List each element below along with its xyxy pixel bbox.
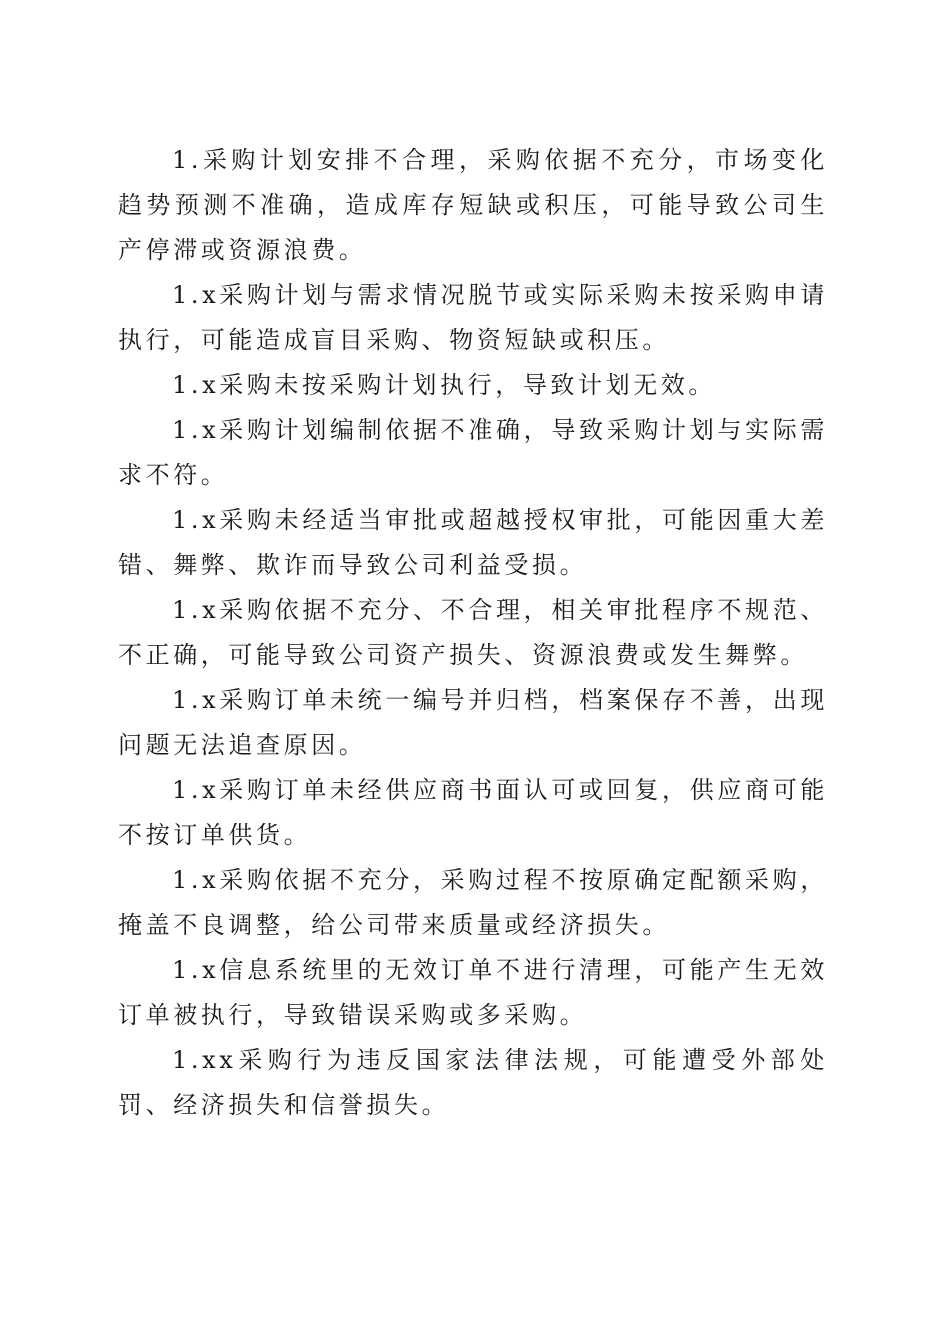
paragraph-10: 1.x信息系统里的无效订单不进行清理，可能产生无效订单被执行，导致错误采购或多采购。 xyxy=(118,956,828,1029)
paragraph-3: 1.x采购未按采购计划执行，导致计划无效。 xyxy=(172,371,717,399)
paragraph-6: 1.x采购依据不充分、不合理，相关审批程序不规范、不正确，可能导致公司资产损失、资源浪费或发生舞弊。 xyxy=(118,596,828,669)
paragraph-7: 1.x采购订单未统一编号并归档，档案保存不善，出现问题无法追查原因。 xyxy=(118,686,828,759)
paragraph-2: 1.x采购计划与需求情况脱节或实际采购未按采购申请执行，可能造成盲目采购、物资短缺或积压。 xyxy=(118,281,828,354)
paragraph-11: 1.xx采购行为违反国家法律法规，可能遭受外部处罚、经济损失和信誉损失。 xyxy=(118,1046,828,1119)
paragraph-1: 1.采购计划安排不合理，采购依据不充分，市场变化趋势预测不准确，造成库存短缺或积压，可能导致公司生产停滞或资源浪费。 xyxy=(118,146,828,264)
paragraph-8: 1.x采购订单未经供应商书面认可或回复，供应商可能不按订单供货。 xyxy=(118,776,828,849)
paragraph-5: 1.x采购未经适当审批或超越授权审批，可能因重大差错、舞弊、欺诈而导致公司利益受损。 xyxy=(118,506,828,579)
document-body xyxy=(118,138,828,1128)
paragraph-9: 1.x采购依据不充分，采购过程不按原确定配额采购，掩盖不良调整，给公司带来质量或经济损失。 xyxy=(118,866,828,939)
paragraph-4: 1.x采购计划编制依据不准确，导致采购计划与实际需求不符。 xyxy=(118,416,828,489)
